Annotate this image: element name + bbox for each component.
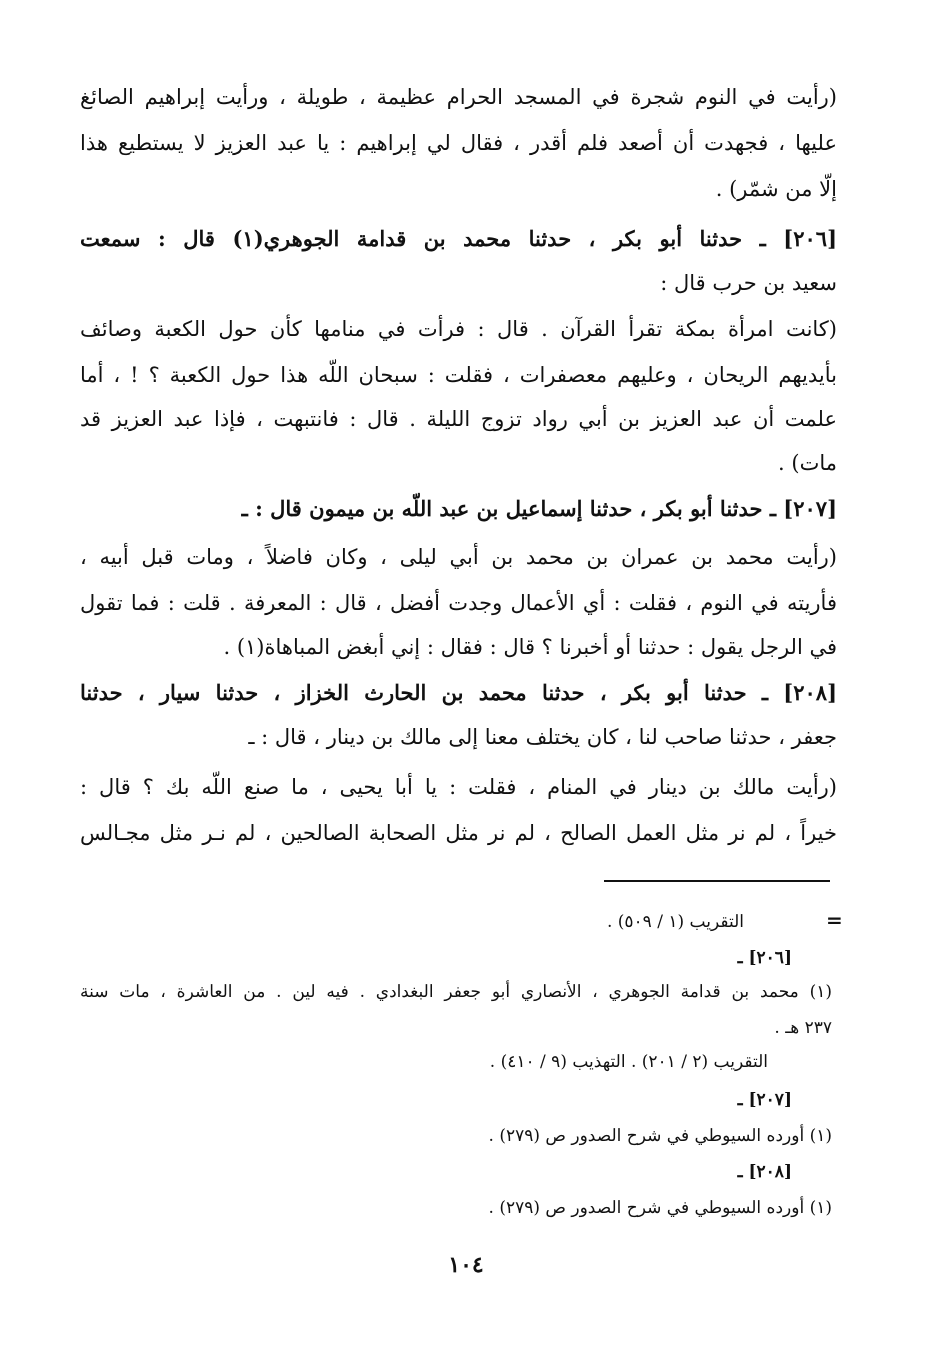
body-line-17: خيراً ، لم نر مثل العمل الصالح ، لم نر مثل الصحابة الصالحين ، لم نـر مثل مجـالس: [80, 821, 837, 845]
body-line-8: علمت أن عبد العزيز بن أبي رواد تزوج الليلة . قال : فانتبهت ، فإذا عبد العزيز قد: [80, 407, 837, 431]
footnote-line-7: (١) أورده السيوطي في شرح الصدور ص (٢٧٩) .: [488, 1126, 832, 1146]
narration-208-line-1: [٢٠٨] ـ حدثنا أبو بكر ، حدثنا محمد بن الحارث الخزاز ، حدثنا سيار ، حدثنا: [80, 680, 837, 705]
body-line-11: (رأيت محمد بن عمران بن محمد بن أبي ليلى ، وكان فاضلاً ، ومات قبل أبيه ،: [80, 545, 837, 569]
body-line-13: في الرجل يقول : حدثنا أو أخبرنا ؟ قال : فقال : إني أبغض المباهاة(١) .: [223, 635, 837, 659]
body-line-16: (رأيت مالك بن دينار في المنام ، فقلت : يا أبا يحيى ، ما صنع اللّه بك ؟ قال :: [80, 775, 837, 799]
narration-207-line-1: [٢٠٧] ـ حدثنا أبو بكر ، حدثنا إسماعيل بن عبد اللّه بن ميمون قال : ـ: [241, 496, 837, 521]
narration-206-line-1: [٢٠٦] ـ حدثنا أبو بكر ، حدثنا محمد بن قدامة الجوهري(١) قال : سمعت: [80, 226, 838, 251]
body-line-3: إلّا من شمّر) .: [715, 177, 837, 201]
footnote-heading-206: [٢٠٦] ـ: [737, 948, 792, 968]
footnote-heading-208: [٢٠٨] ـ: [737, 1162, 792, 1182]
footnote-heading-207: [٢٠٧] ـ: [737, 1090, 792, 1110]
body-line-1: (رأيت في النوم شجرة في المسجد الحرام عظيمة ، طويلة ، ورأيت إبراهيم الصائغ: [80, 85, 837, 109]
footnote-line-1: التقريب (١ / ٥٠٩) .: [606, 912, 744, 932]
body-line-6: (كانت امرأة بمكة تقرأ القرآن . قال : فرأت في منامها كأن حول الكعبة وصائف: [80, 317, 837, 341]
narration-206-line-2: سعيد بن حرب قال :: [660, 271, 837, 295]
footnote-line-4: ٢٣٧ هـ .: [774, 1018, 832, 1038]
body-line-12: فأريته في النوم ، فقلت : أي الأعمال وجدت أفضل ، قال : المعرفة . قلت : فما تقول: [80, 591, 837, 615]
body-line-7: بأيديهم الريحان ، وعليهم معصفرات ، فقلت : سبحان اللّه هذا حول الكعبة ؟ ! ، أما: [80, 363, 837, 387]
page-number: ١٠٤: [448, 1252, 484, 1278]
footnote-continuation-mark: =: [826, 908, 843, 932]
body-line-2: عليها ، فجهدت أن أصعد فلم أقدر ، فقال لي إبراهيم : يا عبد العزيز لا يستطيع هذا: [80, 131, 837, 155]
body-line-9: مات) .: [778, 451, 837, 475]
footnote-line-5: التقريب (٢ / ٢٠١) . التهذيب (٩ / ٤١٠) .: [489, 1052, 768, 1072]
footnote-line-9: (١) أورده السيوطي في شرح الصدور ص (٢٧٩) .: [488, 1198, 832, 1218]
footnote-separator: [604, 880, 830, 882]
narration-208-line-2: جعفر ، حدثنا صاحب لنا ، كان يختلف معنا إلى مالك بن دينار ، قال : ـ: [248, 725, 837, 749]
footnote-line-3: (١) محمد بن قدامة الجوهري ، الأنصاري أبو جعفر البغدادي . فيه لين . من العاشرة ، مات سنة: [80, 982, 832, 1002]
